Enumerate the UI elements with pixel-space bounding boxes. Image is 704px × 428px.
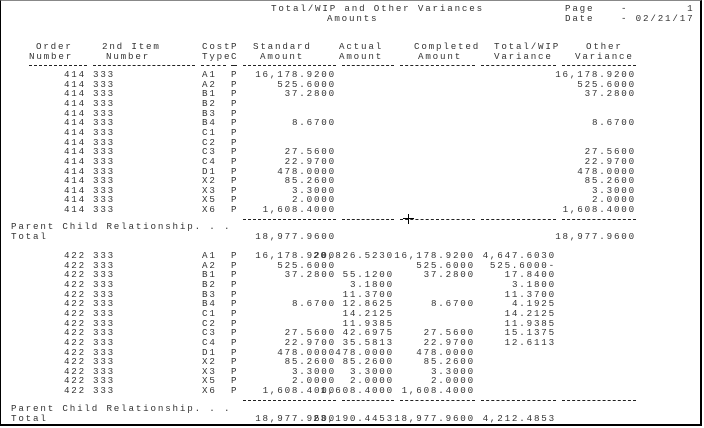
- cell-cost: X5: [202, 375, 217, 386]
- cell-order: 422: [63, 327, 86, 338]
- cell-actual: 1,608.4000: [320, 385, 394, 396]
- mouse-cursor-icon: [408, 214, 409, 224]
- cell-completed: 22.9700: [423, 337, 475, 348]
- col-actual-header-2: Amount: [339, 51, 384, 62]
- cell-cost: A1: [202, 250, 217, 261]
- cell-pc: P: [231, 146, 239, 157]
- cell-other: 85.2600: [584, 175, 636, 186]
- cell-cost: D1: [202, 166, 217, 177]
- subtotal-rule: [562, 219, 636, 220]
- cell-pc: P: [231, 327, 239, 338]
- cell-completed: 1,608.4000: [401, 385, 475, 396]
- cell-other: 22.9700: [584, 156, 636, 167]
- cell-cost: X3: [202, 185, 217, 196]
- cell-item: 333: [93, 166, 116, 177]
- cell-other: 16,178.9200: [555, 69, 636, 80]
- cell-item: 333: [93, 98, 116, 109]
- cell-standard: 1,608.4000: [262, 385, 336, 396]
- cell-item: 333: [93, 108, 116, 119]
- cell-order: 414: [63, 79, 86, 90]
- cell-item: 333: [93, 366, 116, 377]
- cell-cost: C3: [202, 146, 217, 157]
- cell-item: 333: [93, 127, 116, 138]
- cell-item: 333: [93, 194, 116, 205]
- cell-order: 422: [63, 318, 86, 329]
- cell-cost: D1: [202, 347, 217, 358]
- header-rule: [29, 65, 87, 66]
- cell-order: 414: [63, 137, 86, 148]
- cell-order: 422: [63, 375, 86, 386]
- cell-totalwip: 17.8400: [504, 269, 556, 280]
- subtotal-rule: [481, 400, 556, 401]
- cell-item: 333: [93, 337, 116, 348]
- cell-cost: A1: [202, 69, 217, 80]
- cell-cost: B3: [202, 289, 217, 300]
- cell-actual: 55.1200: [342, 269, 394, 280]
- cell-order: 422: [63, 356, 86, 367]
- cell-completed: 2.0000: [430, 375, 475, 386]
- cell-order: 414: [63, 185, 86, 196]
- cell-totalwip: 4,647.6030: [482, 250, 556, 261]
- cell-other: 478.0000: [577, 166, 636, 177]
- page-number: - 1: [621, 3, 695, 14]
- cell-pc: P: [231, 175, 239, 186]
- cell-order: 414: [63, 98, 86, 109]
- cell-actual: 14.2125: [342, 308, 394, 319]
- cell-pc: P: [231, 356, 239, 367]
- cell-item: 333: [93, 204, 116, 215]
- cell-cost: B3: [202, 108, 217, 119]
- header-rule: [400, 65, 475, 66]
- cell-item: 333: [93, 156, 116, 167]
- cell-item: 333: [93, 375, 116, 386]
- cell-standard: 22.9700: [284, 156, 336, 167]
- subtotal-rule: [243, 219, 336, 220]
- cell-totalwip: 15.1375: [504, 327, 556, 338]
- cell-order: 422: [63, 298, 86, 309]
- cell-totalwip: 11.9385: [504, 318, 556, 329]
- cell-pc: P: [231, 137, 239, 148]
- cell-totalwip: 11.3700: [504, 289, 556, 300]
- cell-pc: P: [231, 318, 239, 329]
- subtotal-rule: [562, 400, 636, 401]
- cell-order: 414: [63, 156, 86, 167]
- header-rule: [93, 65, 195, 66]
- col-completed-header-1: Completed: [414, 41, 481, 52]
- cell-standard: 525.6000: [277, 260, 336, 271]
- cell-item: 333: [93, 356, 116, 367]
- cell-pc: P: [231, 98, 239, 109]
- cell-standard: 3.3000: [291, 185, 336, 196]
- cell-cost: C1: [202, 127, 217, 138]
- header-rule: [342, 65, 394, 66]
- cell-order: 422: [63, 289, 86, 300]
- total-standard: 18,977.9600: [255, 231, 336, 242]
- cell-order: 422: [63, 250, 86, 261]
- cell-standard: 27.5600: [284, 146, 336, 157]
- col-other-header-2: Variance: [575, 51, 634, 62]
- cell-order: 414: [63, 117, 86, 128]
- subtotal-rule: [481, 219, 556, 220]
- cell-actual: 20,826.5230: [313, 250, 394, 261]
- cell-cost: B1: [202, 88, 217, 99]
- cell-cost: A2: [202, 260, 217, 271]
- cell-standard: 1,608.4000: [262, 204, 336, 215]
- cell-totalwip: 3.1800: [511, 279, 556, 290]
- cell-completed: 3.3000: [430, 366, 475, 377]
- cell-item: 333: [93, 298, 116, 309]
- cell-order: 414: [63, 108, 86, 119]
- header-rule: [201, 65, 226, 66]
- cell-item: 333: [93, 88, 116, 99]
- col-cost-header-2: Type: [202, 51, 232, 62]
- cell-completed: 478.0000: [416, 347, 475, 358]
- date-label: Date: [565, 13, 595, 24]
- cell-item: 333: [93, 347, 116, 358]
- cell-actual: 11.3700: [342, 289, 394, 300]
- cell-order: 422: [63, 385, 86, 396]
- cell-order: 422: [63, 337, 86, 348]
- cell-cost: X3: [202, 366, 217, 377]
- cell-cost: C1: [202, 308, 217, 319]
- cell-item: 333: [93, 385, 116, 396]
- cell-completed: 27.5600: [423, 327, 475, 338]
- header-rule: [243, 65, 336, 66]
- col-completed-header-2: Amount: [418, 51, 463, 62]
- cell-completed: 525.6000: [416, 260, 475, 271]
- header-rule: [562, 65, 636, 66]
- cell-item: 333: [93, 69, 116, 80]
- cell-pc: P: [231, 260, 239, 271]
- cell-standard: 16,178.9200: [255, 69, 336, 80]
- cell-standard: 16,178.9200: [255, 250, 336, 261]
- cell-totalwip: 12.6113: [504, 337, 556, 348]
- col-actual-header-1: Actual: [339, 41, 384, 52]
- cell-standard: 3.3000: [291, 366, 336, 377]
- cell-completed: 85.2600: [423, 356, 475, 367]
- cell-cost: B1: [202, 269, 217, 280]
- cell-order: 414: [63, 146, 86, 157]
- cell-actual: 11.9385: [342, 318, 394, 329]
- cell-order: 414: [63, 69, 86, 80]
- page-label: Page: [565, 3, 595, 14]
- cell-order: 414: [63, 175, 86, 186]
- header-rule: [481, 65, 556, 66]
- cell-cost: B2: [202, 279, 217, 290]
- total-actual: 23,190.4453: [313, 413, 394, 424]
- cell-standard: 478.0000: [277, 166, 336, 177]
- cell-completed: 8.6700: [430, 298, 475, 309]
- cell-completed: 37.2800: [423, 269, 475, 280]
- cell-standard: 525.6000: [277, 79, 336, 90]
- relationship-label: Parent Child Relationship. . .: [11, 221, 232, 232]
- cell-standard: 2.0000: [291, 194, 336, 205]
- cell-item: 333: [93, 79, 116, 90]
- cell-pc: P: [231, 79, 239, 90]
- cell-other: 37.2800: [584, 88, 636, 99]
- col-totalwip-header-2: Variance: [494, 51, 553, 62]
- col-item-header-1: 2nd Item: [102, 41, 161, 52]
- subtotal-rule: [342, 400, 394, 401]
- cell-other: 27.5600: [584, 146, 636, 157]
- cell-item: 333: [93, 146, 116, 157]
- cell-pc: P: [231, 308, 239, 319]
- cell-item: 333: [93, 308, 116, 319]
- cell-cost: C4: [202, 156, 217, 167]
- cell-standard: 8.6700: [291, 117, 336, 128]
- cell-pc: P: [231, 69, 239, 80]
- col-order-header-2: Number: [29, 51, 74, 62]
- cell-pc: P: [231, 289, 239, 300]
- subtotal-rule: [400, 219, 475, 220]
- cell-cost: X2: [202, 356, 217, 367]
- cell-pc: P: [231, 88, 239, 99]
- report-title: Total/WIP and Other Variances: [271, 3, 484, 14]
- cell-order: 422: [63, 279, 86, 290]
- relationship-label: Parent Child Relationship. . .: [11, 403, 232, 414]
- cell-other: 8.6700: [591, 117, 636, 128]
- col-pc-header-1: P: [231, 41, 239, 52]
- cell-cost: C2: [202, 137, 217, 148]
- cell-cost: C3: [202, 327, 217, 338]
- cell-standard: 37.2800: [284, 88, 336, 99]
- cell-cost: B4: [202, 298, 217, 309]
- cell-other: 525.6000: [577, 79, 636, 90]
- cell-standard: 85.2600: [284, 356, 336, 367]
- cell-item: 333: [93, 318, 116, 329]
- cell-pc: P: [231, 166, 239, 177]
- cell-cost: C2: [202, 318, 217, 329]
- total-totalwip: 4,212.4853: [482, 413, 556, 424]
- cell-order: 414: [63, 166, 86, 177]
- cell-standard: 22.9700: [284, 337, 336, 348]
- cell-order: 422: [63, 366, 86, 377]
- col-cost-header-1: Cost: [202, 41, 232, 52]
- cell-pc: P: [231, 337, 239, 348]
- cell-totalwip: 525.6000-: [489, 260, 556, 271]
- cell-order: 422: [63, 269, 86, 280]
- cell-item: 333: [93, 175, 116, 186]
- cell-totalwip: 14.2125: [504, 308, 556, 319]
- cell-pc: P: [231, 185, 239, 196]
- cell-item: 333: [93, 289, 116, 300]
- cell-pc: P: [231, 366, 239, 377]
- subtotal-rule: [400, 400, 475, 401]
- cell-actual: 12.8625: [342, 298, 394, 309]
- cell-item: 333: [93, 250, 116, 261]
- cell-order: 422: [63, 260, 86, 271]
- subtotal-rule: [342, 219, 394, 220]
- col-other-header-1: Other: [586, 41, 623, 52]
- cell-cost: A2: [202, 79, 217, 90]
- cell-item: 333: [93, 117, 116, 128]
- cell-standard: 37.2800: [284, 269, 336, 280]
- cell-actual: 3.1800: [349, 279, 394, 290]
- cell-order: 414: [63, 127, 86, 138]
- cell-cost: C4: [202, 337, 217, 348]
- cell-item: 333: [93, 260, 116, 271]
- cell-cost: X6: [202, 204, 217, 215]
- cell-cost: B2: [202, 98, 217, 109]
- cell-order: 414: [63, 88, 86, 99]
- col-item-header-2: Number: [106, 51, 151, 62]
- cell-item: 333: [93, 137, 116, 148]
- total-completed: 18,977.9600: [394, 413, 475, 424]
- cell-actual: 3.3000: [349, 366, 394, 377]
- cell-standard: 8.6700: [291, 298, 336, 309]
- cell-cost: X6: [202, 385, 217, 396]
- cell-cost: X2: [202, 175, 217, 186]
- cell-pc: P: [231, 127, 239, 138]
- report-subtitle: Amounts: [327, 13, 379, 24]
- cell-completed: 16,178.9200: [394, 250, 475, 261]
- cell-standard: 478.0000: [277, 347, 336, 358]
- col-standard-header-2: Amount: [260, 51, 305, 62]
- cell-item: 333: [93, 269, 116, 280]
- cell-cost: B4: [202, 117, 217, 128]
- cell-actual: 2.0000: [349, 375, 394, 386]
- cell-other: 3.3000: [591, 185, 636, 196]
- cell-pc: P: [231, 298, 239, 309]
- cell-item: 333: [93, 279, 116, 290]
- cell-other: 1,608.4000: [562, 204, 636, 215]
- cell-pc: P: [231, 347, 239, 358]
- total-label: Total: [11, 413, 48, 424]
- cell-cost: X5: [202, 194, 217, 205]
- cell-item: 333: [93, 327, 116, 338]
- cell-pc: P: [231, 250, 239, 261]
- cell-pc: P: [231, 269, 239, 280]
- cell-pc: P: [231, 385, 239, 396]
- cell-order: 414: [63, 194, 86, 205]
- cell-pc: P: [231, 194, 239, 205]
- col-pc-header-2: C: [231, 51, 239, 62]
- cell-actual: 35.5813: [342, 337, 394, 348]
- report-date: - 02/21/17: [621, 13, 695, 24]
- cell-pc: P: [231, 375, 239, 386]
- col-totalwip-header-1: Total/WIP: [494, 41, 561, 52]
- cell-pc: P: [231, 108, 239, 119]
- cell-pc: P: [231, 156, 239, 167]
- total-standard: 18,977.9600: [255, 413, 336, 424]
- col-standard-header-1: Standard: [253, 41, 312, 52]
- header-rule: [231, 65, 237, 66]
- cell-pc: P: [231, 279, 239, 290]
- cell-pc: P: [231, 117, 239, 128]
- cell-standard: 85.2600: [284, 175, 336, 186]
- cell-actual: 478.0000: [335, 347, 394, 358]
- subtotal-rule: [243, 400, 336, 401]
- cell-order: 422: [63, 308, 86, 319]
- cell-actual: 42.6975: [342, 327, 394, 338]
- total-other: 18,977.9600: [555, 231, 636, 242]
- cell-actual: 85.2600: [342, 356, 394, 367]
- cell-pc: P: [231, 204, 239, 215]
- total-label: Total: [11, 231, 48, 242]
- cell-other: 2.0000: [591, 194, 636, 205]
- col-order-header-1: Order: [36, 41, 73, 52]
- cell-item: 333: [93, 185, 116, 196]
- cell-totalwip: 4.1925: [511, 298, 556, 309]
- cell-standard: 27.5600: [284, 327, 336, 338]
- cell-order: 414: [63, 204, 86, 215]
- cell-order: 422: [63, 347, 86, 358]
- cell-standard: 2.0000: [291, 375, 336, 386]
